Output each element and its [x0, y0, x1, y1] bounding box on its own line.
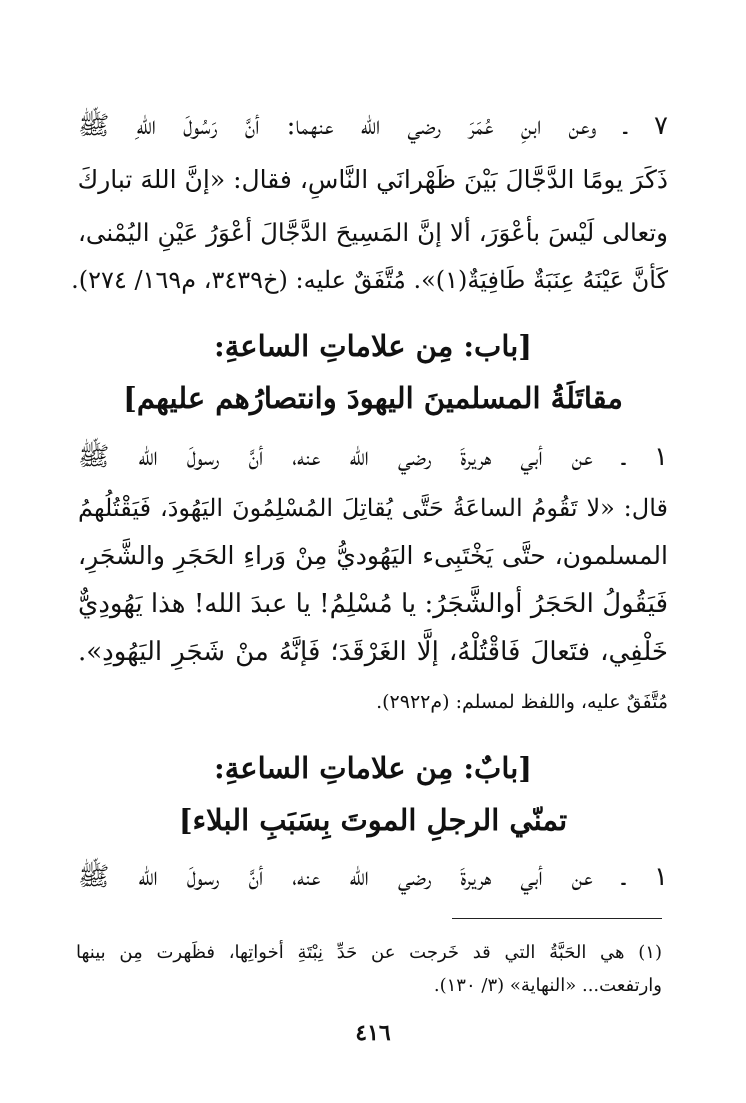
text-line-content: كَأنَّ عَيْنَهُ عِنَبَةٌ طَافِيَةٌ(١)». مُتَّفَقٌ عليه: (خ٣٤٣٩، م١٦٩/ ٢٧٤). — [71, 266, 668, 294]
text-line: ذَكَرَ يومًا الدَّجَّالَ بَيْنَ ظَهْرانَي النَّاسِ، فقال: «إنَّ اللهَ تباركَ — [77, 165, 668, 194]
text-line: مُتَّفَقٌ عليه، واللفظ لمسلم: (م٢٩٢٢). — [376, 691, 668, 713]
footnote-separator — [452, 918, 662, 919]
chapter-title-line-2: تمنّي الرجلِ الموتَ بِسَبَبِ البلاء] — [178, 803, 568, 837]
text-line: وتعالى لَيْسَ بأعْوَرَ، ألا إنَّ المَسِيحَ الدَّجَّالَ أعْوَرُ عَيْنِ اليُمْنى، — [78, 218, 668, 247]
chapter-title-line-1: [باب: مِن علاماتِ الساعةِ: — [214, 329, 532, 363]
text-line: خَلْفِي، فتَعالَ فَاقْتُلْهُ، إلَّا الغَرْقَدَ؛ فَإنَّهُ منْ شَجَرِ اليَهُودِ». — [78, 637, 668, 667]
text-line — [71, 260, 668, 300]
footnote-line: وارتفعت... «النهاية» (٣/ ١٣٠). — [433, 975, 662, 996]
text-line: ١ ـ عن أبي هريرةَ رضي الله عنه، أنَّ رسولَ الله ﷺ — [78, 442, 668, 472]
text-line: ١ ـ عن أبي هريرةَ رضي الله عنه، أنَّ رسولَ الله ﷺ — [78, 862, 668, 892]
page-number: ٤١٦ — [355, 1020, 391, 1046]
footnote-line: (١) هي الحَبَّةُ التي قد خَرجت عن حَدِّ نِبْتَةِ أخواتِها، فظَهرت مِن بينها — [76, 942, 662, 963]
chapter-title-line-2: مقاتَلَةُ المسلمينَ اليهودَ وانتصارُهم عليهم] — [123, 381, 623, 415]
text-line: فَيَقُولُ الحَجَرُ أوالشَّجَرُ: يا مُسْلِمُ! يا عبدَ الله! هذا يَهُودِيٌّ — [78, 589, 668, 619]
text-line: ٧ ـ وعن ابنِ عُمَرَ رضي الله عنهما: أنَّ رَسُولَ اللهِ ﷺ — [78, 111, 668, 141]
text-line: المسلمون، حتَّى يَخْتَبِىء اليَهُوديُّ مِنْ وَراءِ الحَجَرِ والشَّجَرِ، — [78, 541, 668, 570]
chapter-title-line-1: [بابٌ: مِن علاماتِ الساعةِ: — [214, 751, 532, 785]
text-line: قال: «لا تَقُومُ الساعَةُ حَتَّى يُقاتِلَ المُسْلِمُونَ اليَهُودَ، فَيَقْتُلُهمُ — [78, 494, 668, 522]
